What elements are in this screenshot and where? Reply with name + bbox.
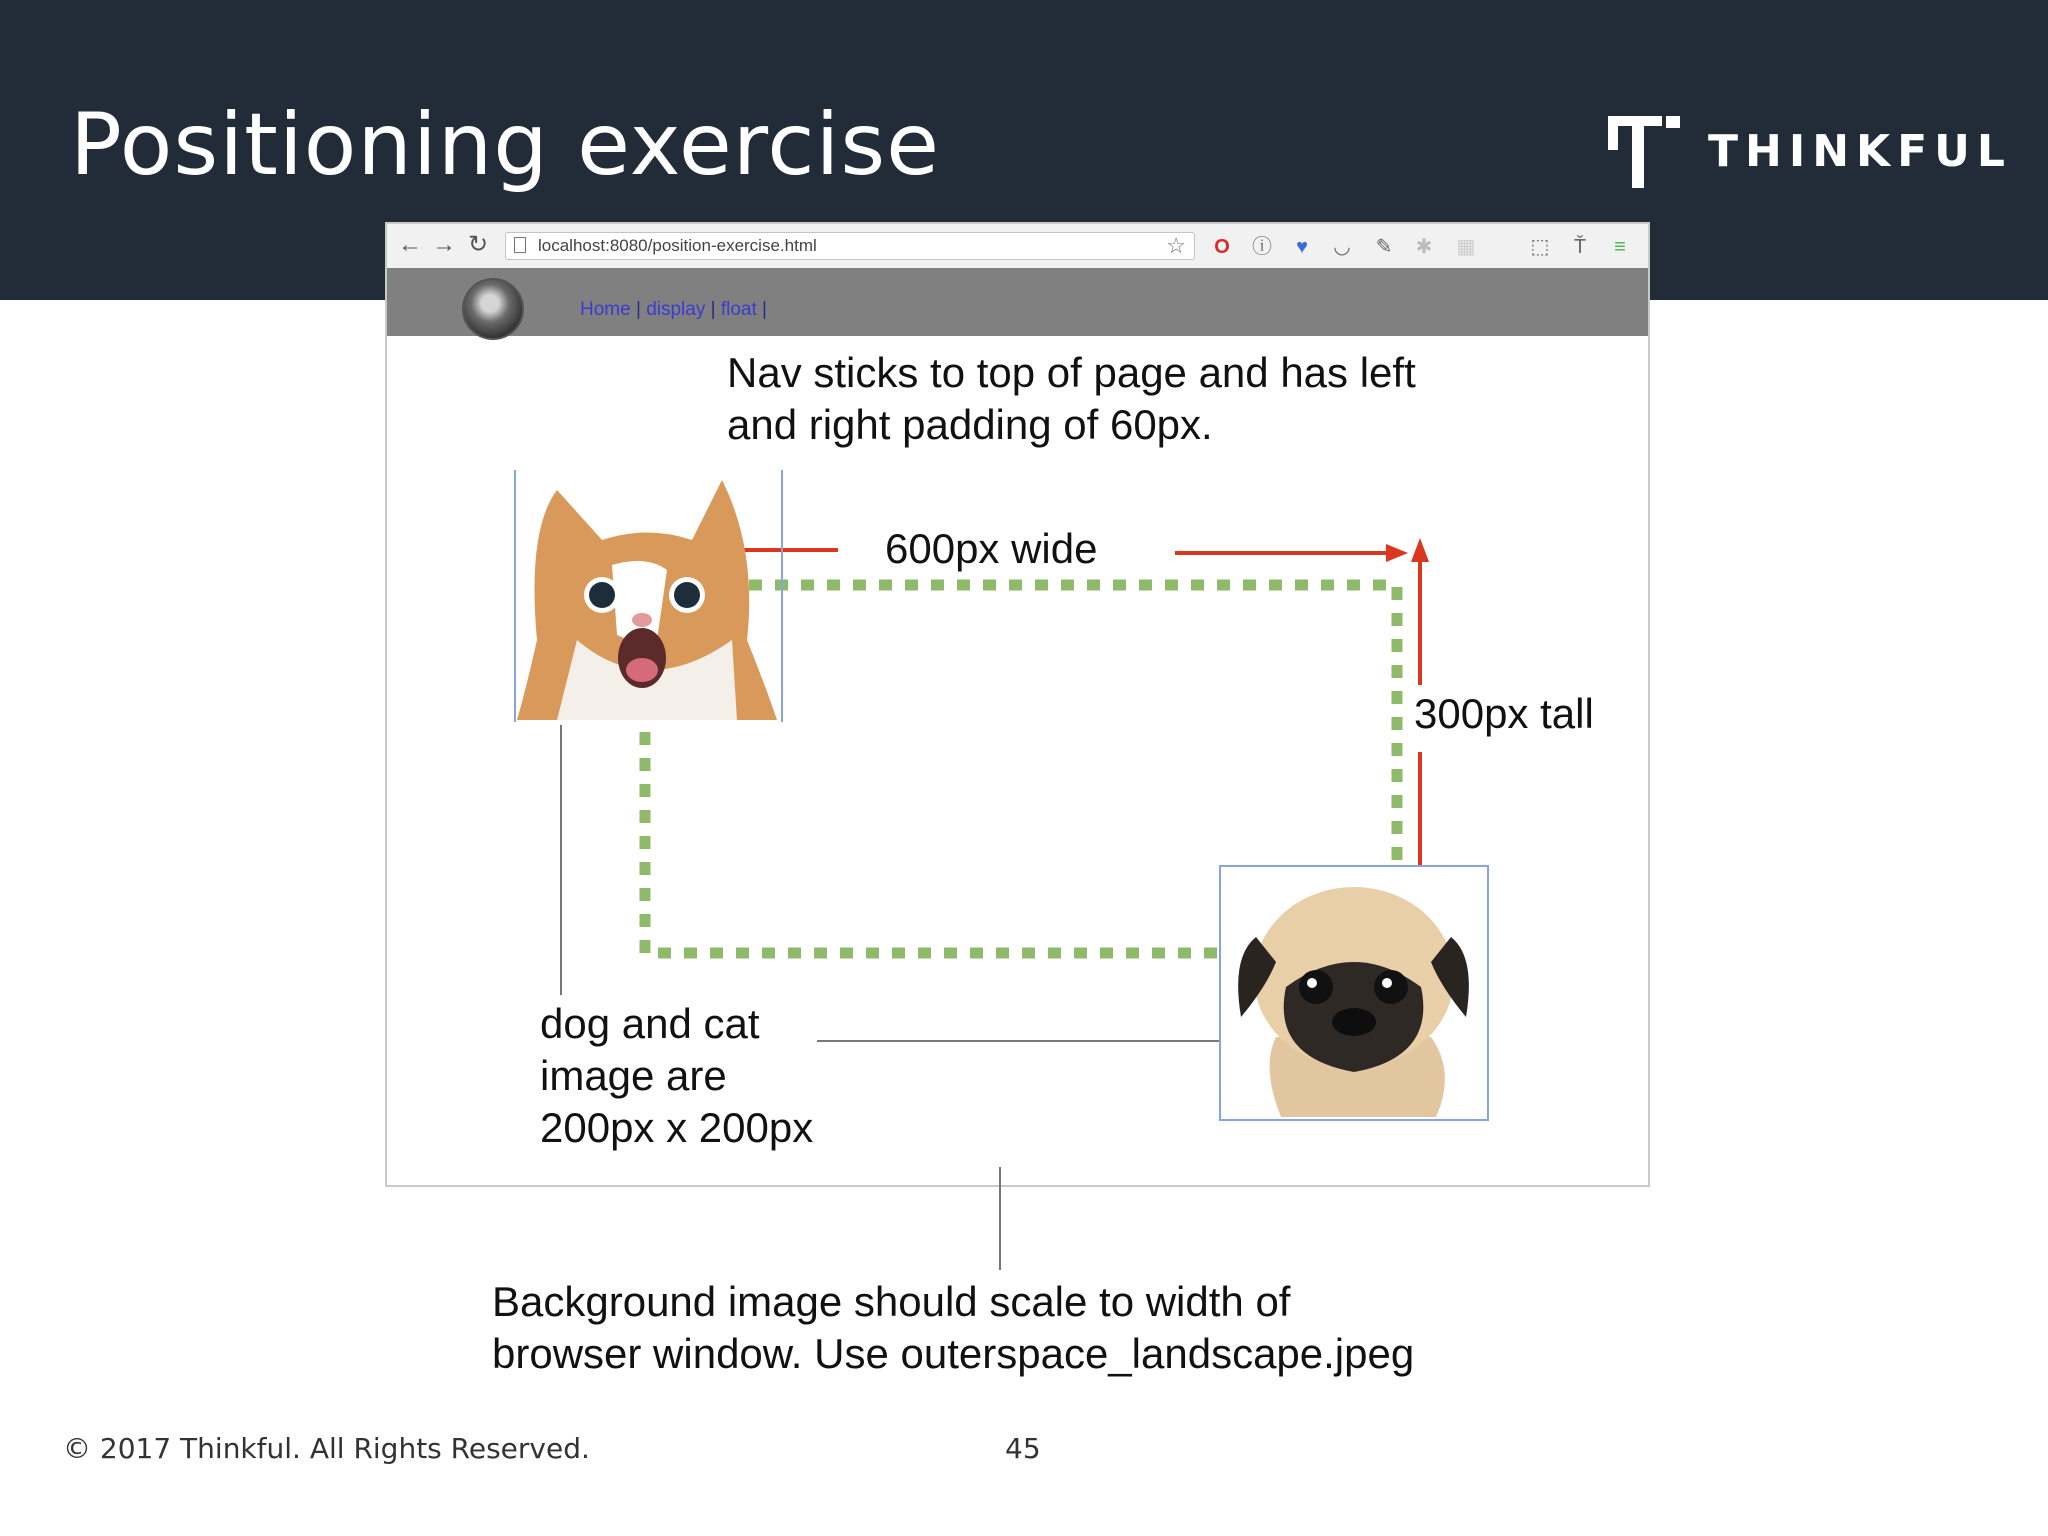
nav-separator: | (635, 299, 641, 320)
width-label: 600px wide (885, 525, 1098, 572)
width-arrow-right-head (1386, 544, 1408, 562)
height-label: 300px tall (1414, 688, 1594, 740)
background-note-line-1: Background image should scale to width of (492, 1278, 1291, 1325)
brand-name: THINKFUL (1708, 126, 2012, 177)
screenshot-extension-icon[interactable]: ⬚ (1530, 236, 1550, 258)
background-note (492, 1276, 1414, 1380)
info-extension-icon[interactable]: ⓘ (1252, 236, 1272, 258)
bookmark-star-icon[interactable]: ☆ (1166, 233, 1186, 258)
nav-separator: | (762, 299, 767, 320)
disabled-extension-icon-2[interactable]: ▦ (1456, 236, 1476, 258)
images-note (540, 998, 813, 1154)
back-arrow-icon[interactable]: ← (398, 231, 422, 258)
nav-link-float[interactable]: float (720, 299, 757, 320)
page-number: 45 (1005, 1432, 1041, 1465)
images-note-line-2: image are (540, 1052, 727, 1099)
images-note-line-3: 200px x 200px (540, 1104, 814, 1151)
opera-extension-icon[interactable]: O (1214, 236, 1230, 258)
dog-image (1219, 865, 1489, 1121)
cat-image (517, 470, 782, 720)
background-note-line-2: browser window. Use outerspace_landscape.jpeg (492, 1330, 1415, 1377)
nav-link-display[interactable]: display (646, 299, 706, 320)
menu-icon[interactable]: ≡ (1614, 236, 1626, 258)
nav-note-line-1: Nav sticks to top of page and has left (727, 349, 1416, 396)
height-arrow-top-head (1411, 538, 1429, 562)
nav-separator: | (710, 299, 716, 320)
pug-illustration (1221, 867, 1487, 1119)
images-note-line-1: dog and cat (540, 1000, 760, 1047)
footer-copyright: © 2017 Thinkful. All Rights Reserved. (63, 1432, 590, 1465)
disabled-extension-icon[interactable]: ✱ (1415, 236, 1433, 258)
forward-arrow-icon[interactable]: → (432, 231, 456, 258)
nav-link-home[interactable]: Home (580, 299, 631, 320)
cat-illustration (517, 470, 782, 720)
nav-note (727, 347, 1416, 451)
nav-note-line-2: and right padding of 60px. (727, 401, 1213, 448)
reload-icon[interactable]: ↻ (467, 231, 489, 258)
eyedropper-extension-icon[interactable]: ✎ (1375, 236, 1393, 258)
vpn-extension-icon[interactable]: ♥ (1296, 236, 1308, 258)
thinkful-extension-icon[interactable]: Ť (1573, 236, 1587, 258)
pocket-extension-icon[interactable]: ◡ (1333, 236, 1351, 258)
slide-title: Positioning exercise (70, 95, 941, 195)
address-bar-url: localhost:8080/position-exercise.html (538, 236, 817, 255)
